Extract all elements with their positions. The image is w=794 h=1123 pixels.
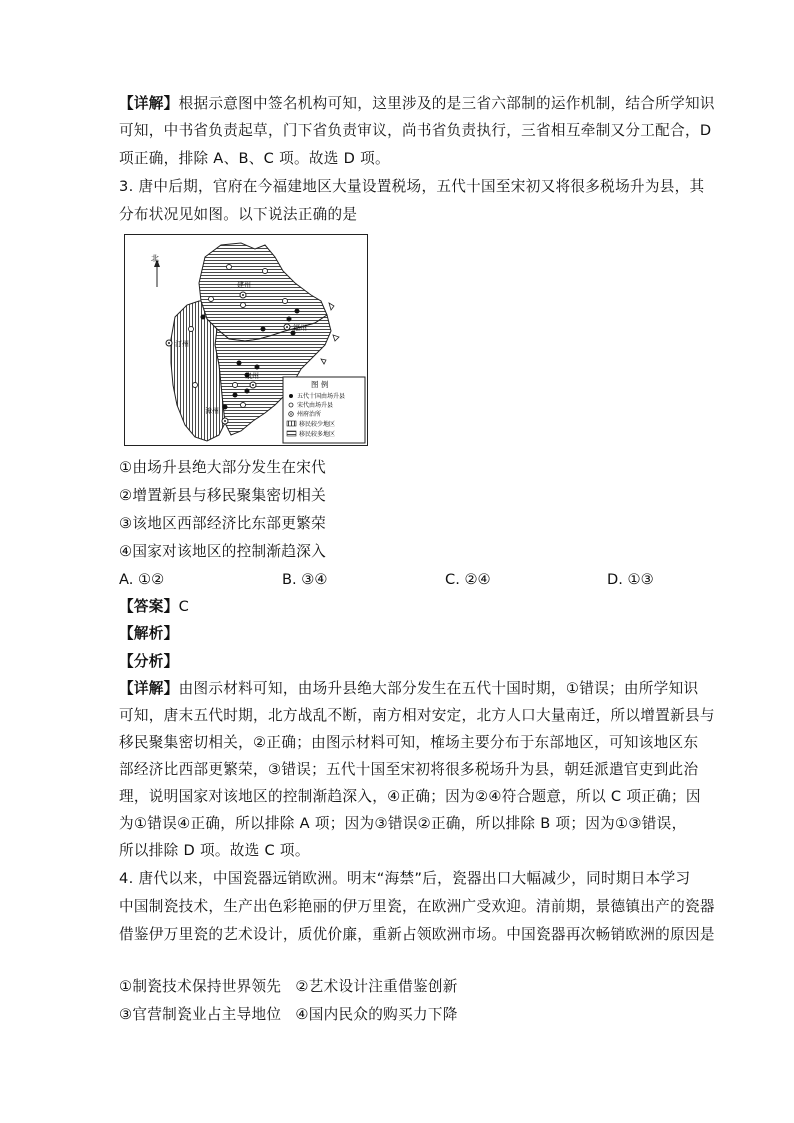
answer-line — [119, 597, 189, 617]
city-jianzhou-label: 建州 — [237, 281, 251, 289]
legend-item-3: 州府治所 — [297, 411, 322, 418]
legend-item-4: 移民较少地区 — [299, 421, 336, 428]
detail-text: 根据示意图中签名机构可知，这里涉及的是三省六部制的运作机制，结合所学知识 — [178, 95, 715, 112]
explanation-text: 由图示材料可知，由场升县绝大部分发生在五代十国时期，①错误；由所学知识 — [178, 680, 699, 697]
question-3-line-2: 分布状况见如图。以下说法正确的是 — [119, 206, 358, 223]
explanation-line-1 — [119, 679, 698, 699]
statement-1: ①由场升县绝大部分发生在宋代 — [119, 459, 327, 476]
explanation-line-2: 可知，唐末五代时期，北方战乱不断，南方相对安定，北方人口大量南迁，所以增置新县与 — [119, 707, 715, 724]
city-tingzhou-label: 汀州 — [175, 340, 189, 348]
question-4-line-2: 中国制瓷技术，生产出色彩艳丽的伊万里瓷，在欧洲广受欢迎。清前期，景德镇出产的瓷器 — [119, 898, 715, 915]
option-b: B. ③④ — [282, 571, 328, 588]
north-label: 北 — [151, 254, 159, 263]
question-4-line-3: 借鉴伊万里瓷的艺术设计，质优价廉，重新占领欧洲市场。中国瓷器再次畅销欧洲的原因是 — [119, 926, 715, 943]
legend-dot-icon — [289, 394, 293, 398]
answer-value: C — [178, 598, 190, 615]
explanation-line-4: 部经济比西部更繁荣，③错误；五代十国至宋初将很多税场升为县，朝廷派遣官吏到此治 — [119, 761, 699, 778]
detail-line-1 — [119, 94, 715, 114]
explanation-line-7: 所以排除 D 项。故选 C 项。 — [119, 842, 310, 859]
statement-2: ②增置新县与移民聚集密切相关 — [119, 487, 327, 504]
legend-vstripe-icon — [287, 421, 296, 426]
explanation-line-3: 移民聚集密切相关，②正确；由图示材料可知，榷场主要分布于东部地区，可知该地区东 — [119, 734, 699, 751]
q4-statement-2: ②艺术设计注重借鉴创新 — [295, 978, 458, 995]
analysis-label: 【解析】 — [119, 625, 179, 642]
city-zhangzhou-label: 漳州 — [205, 407, 219, 415]
map-legend — [283, 377, 365, 443]
detail-label: 【详解】 — [119, 95, 179, 112]
explanation-line-5: 理，说明国家对该地区的控制渐趋深入，④正确；因为②④符合题意，所以 C 项正确；因 — [119, 788, 701, 805]
explanation-label: 【详解】 — [119, 680, 179, 697]
city-fuzhou-label: 福州 — [293, 324, 307, 332]
legend-hstripe-icon — [287, 431, 296, 436]
explanation-line-6: 为①错误④正确，所以排除 A 项；因为③错误②正确，所以排除 B 项；因为①③错误， — [119, 815, 687, 832]
north-arrow — [151, 253, 160, 287]
q4-statement-3: ③官营制瓷业占主导地位 — [119, 1006, 282, 1023]
fujian-map — [125, 235, 367, 445]
statement-3: ③该地区西部经济比东部更繁荣 — [119, 515, 327, 532]
q4-statement-1: ①制瓷技术保持世界领先 — [119, 978, 282, 995]
q4-statement-4: ④国内民众的购买力下降 — [295, 1006, 458, 1023]
question-4-statement-row-2 — [119, 1005, 458, 1025]
statement-4: ④国家对该地区的控制渐趋深入 — [119, 543, 327, 560]
fenxi-label: 【分析】 — [119, 653, 179, 670]
detail-line-3: 项正确，排除 A、B、C 项。故选 D 项。 — [119, 150, 390, 167]
legend-item-1: 五代十国由场升县 — [297, 393, 346, 400]
question-4-line-1: 4. 唐代以来，中国瓷器远销欧洲。明末“海禁”后，瓷器出口大幅减少，同时期日本学习 — [119, 870, 691, 887]
option-a: A. ①② — [119, 571, 165, 588]
question-3-line-1: 3. 唐中后期，官府在今福建地区大量设置税场，五代十国至宋初又将很多税场升为县，其 — [119, 178, 705, 195]
answer-label: 【答案】 — [119, 598, 179, 615]
city-quanzhou-label: 泉州 — [245, 372, 259, 380]
option-d: D. ①③ — [607, 571, 654, 588]
legend-title: 图 例 — [311, 380, 329, 389]
legend-item-2: 宋代由场升县 — [297, 402, 334, 409]
fujian-map-figure — [124, 234, 368, 446]
question-4-statement-row-1 — [119, 977, 458, 997]
legend-circle-icon — [289, 403, 293, 407]
option-c: C. ②④ — [445, 571, 491, 588]
legend-item-5: 移民较多地区 — [299, 431, 336, 438]
detail-line-2: 可知，中书省负责起草，门下省负责审议，尚书省负责执行，三省相互牵制又分工配合，D — [119, 122, 712, 139]
city-tingzhou — [166, 339, 189, 348]
